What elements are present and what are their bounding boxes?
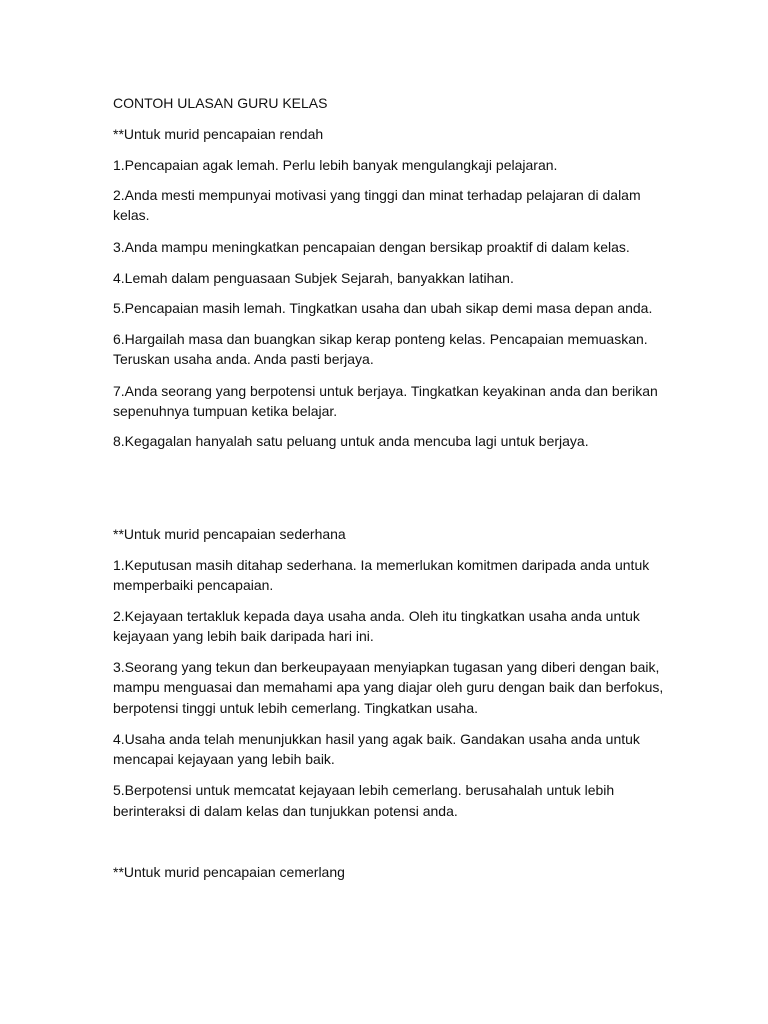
sederhana-item-2-line-2: kejayaan yang lebih baik daripada hari ini. [113, 628, 374, 644]
sederhana-item-5-line-1: 5.Berpotensi untuk memcatat kejayaan lebih cemerlang. berusahalah untuk lebih [113, 782, 615, 798]
rendah-item-4: 4.Lemah dalam penguasaan Subjek Sejarah, banyakkan latihan. [113, 270, 514, 286]
sederhana-item-1-line-2: memperbaiki pencapaian. [113, 577, 274, 593]
sederhana-item-3-line-2: mampu menguasai dan memahami apa yang diajar oleh guru dengan baik dan berfokus, [113, 679, 664, 695]
section-heading-sederhana: **Untuk murid pencapaian sederhana [113, 526, 346, 542]
rendah-item-5: 5.Pencapaian masih lemah. Tingkatkan usaha dan ubah sikap demi masa depan anda. [113, 300, 653, 316]
rendah-item-2-line-1: 2.Anda mesti mempunyai motivasi yang tinggi dan minat terhadap pelajaran di dalam [113, 187, 641, 203]
rendah-item-6-line-1: 6.Hargailah masa dan buangkan sikap kerap ponteng kelas. Pencapaian memuaskan. [113, 331, 648, 347]
sederhana-item-5-line-2: berinteraksi di dalam kelas dan tunjukkan potensi anda. [113, 803, 458, 819]
sederhana-item-3-line-3: berpotensi tinggi untuk lebih cemerlang. Tingkatkan usaha. [113, 700, 479, 716]
rendah-item-2-line-2: kelas. [113, 207, 150, 223]
rendah-item-8: 8.Kegagalan hanyalah satu peluang untuk anda mencuba lagi untuk berjaya. [113, 433, 589, 449]
rendah-item-6-line-2: Teruskan usaha anda. Anda pasti berjaya. [113, 351, 374, 367]
rendah-item-1: 1.Pencapaian agak lemah. Perlu lebih banyak mengulangkaji pelajaran. [113, 157, 558, 173]
sederhana-item-3-line-1: 3.Seorang yang tekun dan berkeupayaan menyiapkan tugasan yang diberi dengan baik, [113, 659, 660, 675]
rendah-item-7-line-1: 7.Anda seorang yang berpotensi untuk berjaya. Tingkatkan keyakinan anda dan berikan [113, 383, 658, 399]
sederhana-item-2-line-1: 2.Kejayaan tertakluk kepada daya usaha anda. Oleh itu tingkatkan usaha anda untuk [113, 608, 640, 624]
section-heading-rendah: **Untuk murid pencapaian rendah [113, 126, 324, 142]
sederhana-item-4-line-2: mencapai kejayaan yang lebih baik. [113, 751, 335, 767]
rendah-item-7-line-2: sepenuhnya tumpuan ketika belajar. [113, 403, 338, 419]
document-title: CONTOH ULASAN GURU KELAS [113, 95, 328, 111]
sederhana-item-1-line-1: 1.Keputusan masih ditahap sederhana. Ia memerlukan komitmen daripada anda untuk [113, 557, 650, 573]
sederhana-item-4-line-1: 4.Usaha anda telah menunjukkan hasil yang agak baik. Gandakan usaha anda untuk [113, 731, 640, 747]
rendah-item-3: 3.Anda mampu meningkatkan pencapaian dengan bersikap proaktif di dalam kelas. [113, 239, 630, 255]
section-heading-cemerlang: **Untuk murid pencapaian cemerlang [113, 864, 345, 880]
